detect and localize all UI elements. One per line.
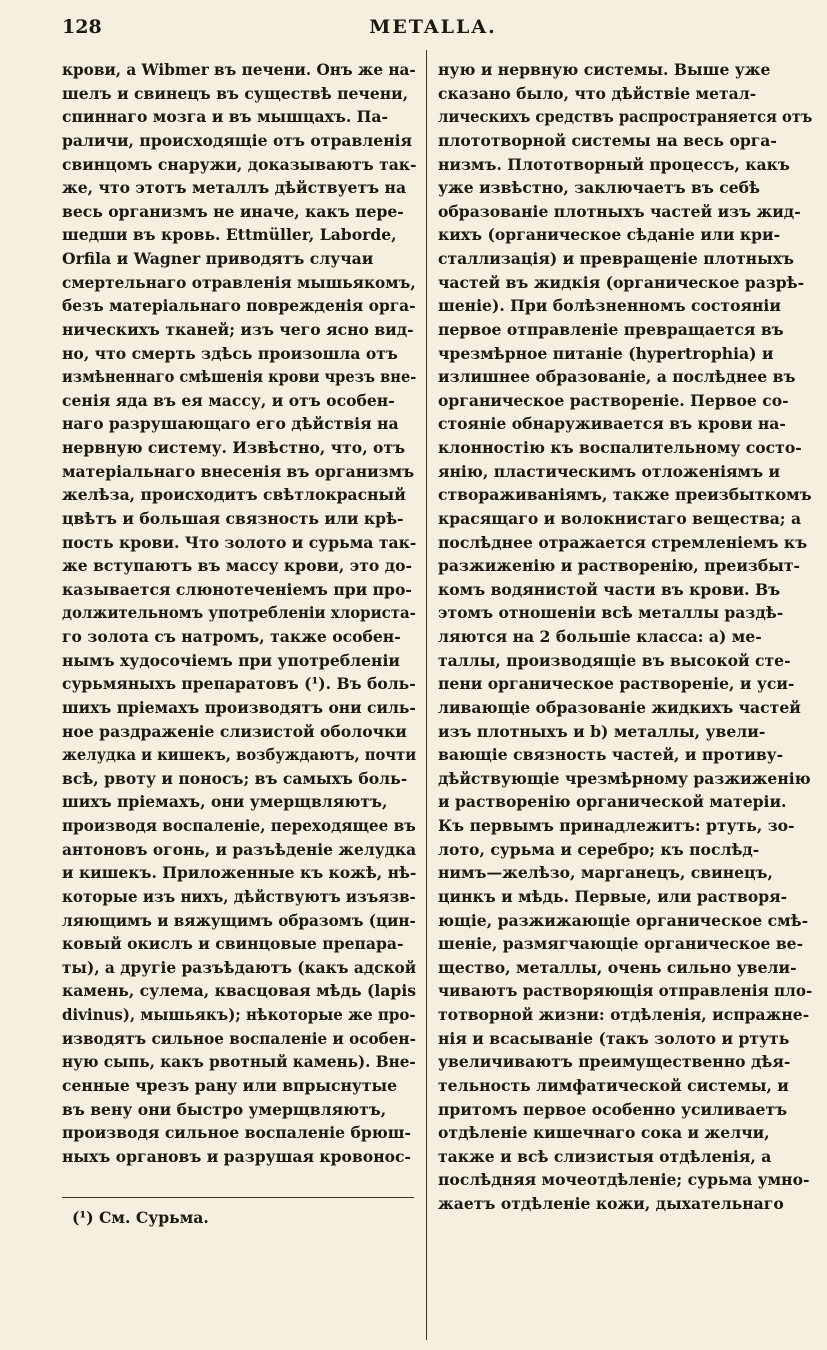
text-line: пени органическое раствореніе, и уси- bbox=[438, 674, 795, 694]
text-line: наго разрушающаго его дѣйствія на bbox=[62, 414, 399, 434]
text-line: частей въ жидкія (органическое разрѣ- bbox=[438, 272, 805, 292]
text-line: нервную систему. Извѣстно, что, отъ bbox=[62, 438, 406, 457]
text-line: отдѣленіе кишечнаго сока и желчи, bbox=[438, 1123, 770, 1143]
text-line: клонностію къ воспалительному состо- bbox=[438, 438, 802, 457]
text-line: ющіе, разжижающіе органическое смѣ- bbox=[438, 910, 809, 930]
text-line: щество, металлы, очень сильно увели- bbox=[438, 957, 797, 977]
text-line: стояніе обнаруживается въ крови на- bbox=[438, 414, 786, 434]
text-line: ную и нервную системы. Выше уже bbox=[438, 60, 771, 79]
text-line: ническихъ тканей; изъ чего ясно вид- bbox=[62, 319, 414, 339]
text-line: шихъ пріемахъ производятъ они силь- bbox=[62, 697, 416, 717]
text-line: сказано было, что дѣйствіе метал- bbox=[438, 83, 757, 103]
text-line: пость крови. Что золото и сурьма так- bbox=[62, 532, 417, 552]
text-line: ливающіе образованіе жидкихъ частей bbox=[438, 697, 801, 717]
text-line: янію, пластическимъ отложеніямъ и bbox=[438, 461, 781, 481]
text-line: ное раздраженіе слизистой оболочки bbox=[62, 721, 407, 741]
text-line: нимъ—желѣзо, марганецъ, свинецъ, bbox=[438, 863, 773, 883]
text-line: свинцомъ снаружи, доказываютъ так- bbox=[62, 154, 417, 174]
text-line: разжиженію и раствоpенію, преизбыт- bbox=[438, 556, 801, 576]
left-column bbox=[62, 58, 416, 1168]
footnote: (¹) См. Сурьма. bbox=[72, 1208, 209, 1227]
text-line: ляющимъ и вяжущимъ образомъ (цин- bbox=[62, 910, 416, 930]
text-line: кихъ (органическое сѣданіе или кри- bbox=[438, 225, 781, 245]
text-line: Orfila и Wagner приводятъ случаи bbox=[62, 249, 374, 268]
text-line: образованіе плотныхъ частей изъ жид- bbox=[438, 201, 801, 221]
text-line: же вступаютъ въ массу крови, это до- bbox=[62, 556, 412, 576]
text-line: крови, а Wibmer въ печени. Онъ же на- bbox=[62, 60, 416, 79]
text-line: тельность лимфатической системы, и bbox=[438, 1075, 789, 1095]
text-line: сурьмяныхъ препаратовъ (¹). Въ боль- bbox=[62, 674, 416, 694]
text-line: матеріальнаго внесенія въ организмъ bbox=[62, 461, 415, 481]
text-line: divinus), мышьякъ); нѣкоторые же про- bbox=[62, 1005, 416, 1024]
text-line: лическихъ средствъ распространяется отъ bbox=[438, 107, 813, 127]
text-line: но, что смерть здѣсь произошла отъ bbox=[62, 343, 398, 363]
text-line: ковый окислъ и свинцовые препара- bbox=[62, 934, 404, 954]
text-line: и раствоpенію органической матеріи. bbox=[438, 792, 787, 812]
text-line: притомъ первое особенно усиливаетъ bbox=[438, 1099, 788, 1119]
text-line: шелъ и свинецъ въ существѣ печени, bbox=[62, 83, 409, 103]
column-divider bbox=[426, 50, 427, 1340]
text-line: чрезмѣрное питаніе (hypertrophia) и bbox=[438, 343, 774, 363]
text-line: же, что этотъ металлъ дѣйствуетъ на bbox=[62, 178, 407, 198]
text-line: чиваютъ растворяющія отправленія пло- bbox=[438, 981, 813, 1001]
text-line: смертельнаго отравленія мышьякомъ, bbox=[62, 272, 416, 292]
running-header bbox=[62, 12, 804, 42]
text-line: всѣ, рвоту и поносъ; въ самыхъ боль- bbox=[62, 768, 408, 788]
text-line: комъ водянистой части въ крови. Въ bbox=[438, 579, 781, 599]
text-line: го золота съ натромъ, также особен- bbox=[62, 627, 401, 646]
text-line: жаетъ отдѣленіе кожи, дыхательнаго bbox=[438, 1194, 784, 1213]
text-line: желѣза, происходитъ свѣтлокрасный bbox=[62, 485, 406, 505]
text-line: створаживаніямъ, также преизбыткомъ bbox=[438, 485, 812, 505]
text-line: Къ первымъ принадлежитъ: ртуть, зо- bbox=[438, 816, 795, 835]
text-line: излишнее образованіе, а послѣднее въ bbox=[438, 367, 796, 387]
text-line: производя воспаленіе, переходящее въ bbox=[62, 816, 416, 835]
text-line: и кишекъ. Приложенные къ кожѣ, нѣ- bbox=[62, 863, 417, 883]
text-line: вающіе связность частей, и противу- bbox=[438, 745, 784, 765]
text-line: антоновъ огонь, и разъѣденіе желудка bbox=[62, 839, 417, 859]
text-line: должительномъ употребленіи хлориста- bbox=[62, 603, 416, 623]
text-line: сталлизація) и превращеніе плотныхъ bbox=[438, 249, 794, 268]
text-line: ныхъ органовъ и разрушая кровонос- bbox=[62, 1146, 411, 1166]
text-line: нія и всасываніе (такъ золото и ртуть bbox=[438, 1028, 790, 1048]
text-line: камень, сулема, квасцовая мѣдь (lapis bbox=[62, 981, 417, 1001]
text-line: цвѣтъ и большая связность или крѣ- bbox=[62, 508, 404, 528]
text-line: сенія яда въ ея массу, и отъ особен- bbox=[62, 390, 395, 410]
text-line: шедши въ кровь. Ettmüller, Laborde, bbox=[62, 225, 397, 245]
text-line: увеличиваютъ преимущественно дѣя- bbox=[438, 1052, 791, 1072]
text-line: первое отправленіе превращается въ bbox=[438, 319, 784, 339]
text-line: низмъ. Плототворный процессъ, какъ bbox=[438, 154, 790, 174]
text-line: раличи, происходящіе отъ отравленія bbox=[62, 130, 413, 150]
text-line: таллы, производящіе въ высокой сте- bbox=[438, 650, 791, 670]
running-title: METALLA. bbox=[369, 16, 497, 38]
text-line: послѣдняя мочеотдѣленіе; сурьма умно- bbox=[438, 1170, 810, 1190]
text-line: весь организмъ не иначе, какъ пере- bbox=[62, 201, 404, 221]
text-line: изводятъ сильное воспаленіе и особен- bbox=[62, 1028, 416, 1048]
text-line: измѣненнаго смѣшенія крови чрезъ внe- bbox=[62, 367, 417, 387]
text-line: этомъ отношеніи всѣ металлы раздѣ- bbox=[438, 603, 784, 623]
text-line: лото, сурьма и серебро; къ послѣд- bbox=[438, 839, 760, 859]
text-line: казывается слюнотеченіемъ при про- bbox=[62, 579, 412, 599]
right-column bbox=[438, 58, 812, 1216]
text-line: сенные чрезъ рану или впрыснутые bbox=[62, 1075, 398, 1095]
text-line: шеніе, размягчающіе органическое ве- bbox=[438, 934, 804, 954]
text-line: нымъ худосочіемъ при употребленіи bbox=[62, 650, 400, 670]
text-line: органическое раствореніе. Первое со- bbox=[438, 390, 789, 410]
text-line: желудка и кишекъ, возбуждаютъ, почти bbox=[62, 745, 417, 765]
text-line: цинкъ и мѣдь. Первые, или растворя- bbox=[438, 886, 788, 906]
text-line: уже извѣстно, заключаетъ въ себѣ bbox=[438, 178, 761, 198]
footnote-divider bbox=[62, 1197, 414, 1198]
text-line: безъ матеріальнаго поврежденія орга- bbox=[62, 296, 416, 316]
text-line: въ вену они быстро умерщвляютъ, bbox=[62, 1099, 387, 1119]
text-line: спиннаго мозга и въ мышцахъ. Па- bbox=[62, 107, 388, 127]
page-number: 128 bbox=[62, 16, 102, 38]
text-line: тотворной жизни: отдѣленія, испражне- bbox=[438, 1005, 810, 1024]
text-line: ную сыпь, какъ рвотный камень). Вне- bbox=[62, 1052, 416, 1072]
text-line: послѣднее отражается стремленіемъ къ bbox=[438, 532, 808, 552]
text-line: изъ плотныхъ и b) металлы, увели- bbox=[438, 721, 766, 741]
text-line: которые изъ нихъ, дѣйствуютъ изъязв- bbox=[62, 886, 416, 906]
text-line: также и всѣ слизистыя отдѣленія, а bbox=[438, 1146, 772, 1166]
text-line: красящаго и волокнистаго вещества; а bbox=[438, 508, 802, 528]
text-line: ляются на 2 большіе класса: а) ме- bbox=[438, 627, 762, 646]
text-line: дѣйствующіе чрезмѣрному разжиженію bbox=[438, 768, 811, 788]
text-line: шихъ пріемахъ, они умерщвляютъ, bbox=[62, 792, 388, 812]
text-line: плототворной системы на весь орга- bbox=[438, 130, 777, 150]
text-line: ты), а другіе разъѣдаютъ (какъ адской bbox=[62, 957, 417, 977]
text-line: шеніе). При болѣзненномъ состояніи bbox=[438, 296, 781, 316]
text-line: производя сильное воспаленіе брюш- bbox=[62, 1123, 411, 1143]
